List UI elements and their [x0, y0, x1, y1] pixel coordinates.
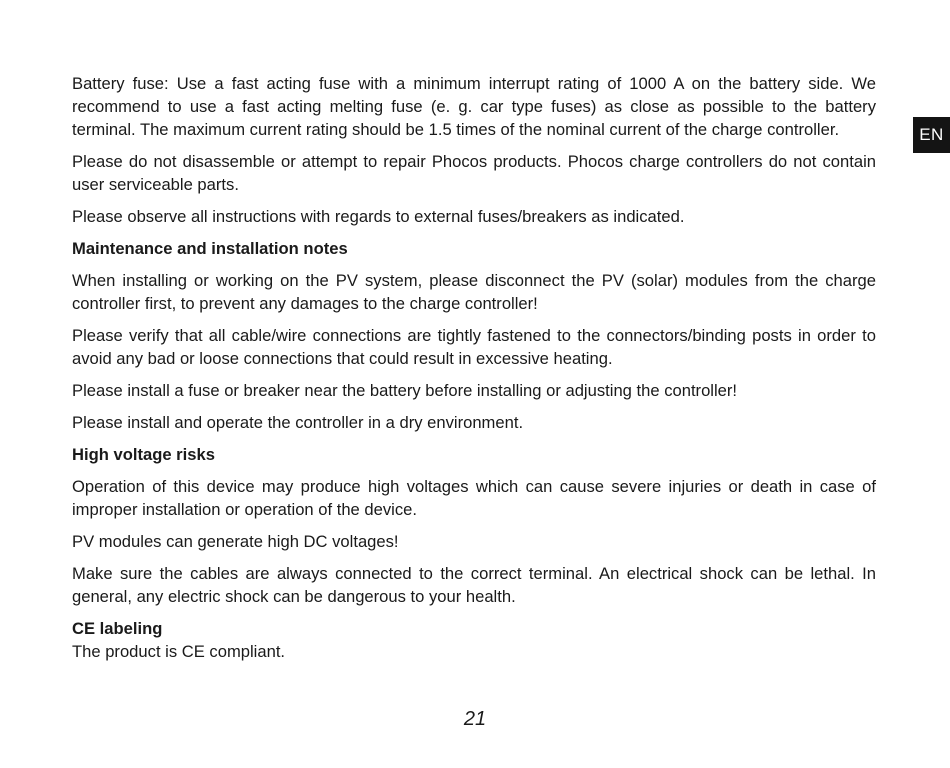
high-voltage-heading: High voltage risks	[72, 445, 215, 464]
no-disassemble-paragraph: Please do not disassemble or attempt to repair Phocos products. Phocos charge controllers do not contain user serviceable parts.	[72, 152, 876, 194]
page-number: 21	[463, 708, 487, 730]
dry-environment-paragraph: Please install and operate the controller in a dry environment.	[72, 413, 524, 432]
ce-heading: CE labeling	[72, 619, 163, 638]
high-voltage-operation-paragraph: Operation of this device may produce high voltages which can cause severe injuries or death in case of improper installation or operation of the device.	[72, 477, 876, 519]
battery-fuse-paragraph: Battery fuse: Use a fast acting fuse with a minimum interrupt rating of 1000 A on the battery side. We recommend to use a fast acting melting fuse (e. g. car type fuses) as close as possible to the battery terminal. The maximum current rating should be 1.5 times of the nominal current of the charge controller.	[72, 74, 876, 139]
manual-page-content	[72, 72, 876, 672]
install-fuse-paragraph: Please install a fuse or breaker near the battery before installing or adjusting the controller!	[72, 381, 738, 400]
verify-connections-paragraph: Please verify that all cable/wire connections are tightly fastened to the connectors/binding posts in order to avoid any bad or loose connections that could result in excessive heating.	[72, 326, 876, 368]
disconnect-pv-paragraph: When installing or working on the PV system, please disconnect the PV (solar) modules from the charge controller first, to prevent any damages to the charge controller!	[72, 271, 876, 313]
language-tab: EN	[913, 117, 950, 153]
observe-instructions-paragraph: Please observe all instructions with regards to external fuses/breakers as indicated.	[72, 207, 685, 226]
pv-high-dc-paragraph: PV modules can generate high DC voltages!	[72, 532, 399, 551]
ce-compliant-paragraph: The product is CE compliant.	[72, 642, 286, 661]
maintenance-heading: Maintenance and installation notes	[72, 239, 348, 258]
correct-terminal-paragraph: Make sure the cables are always connected to the correct terminal. An electrical shock can be lethal. In general, any electric shock can be dangerous to your health.	[72, 564, 876, 606]
